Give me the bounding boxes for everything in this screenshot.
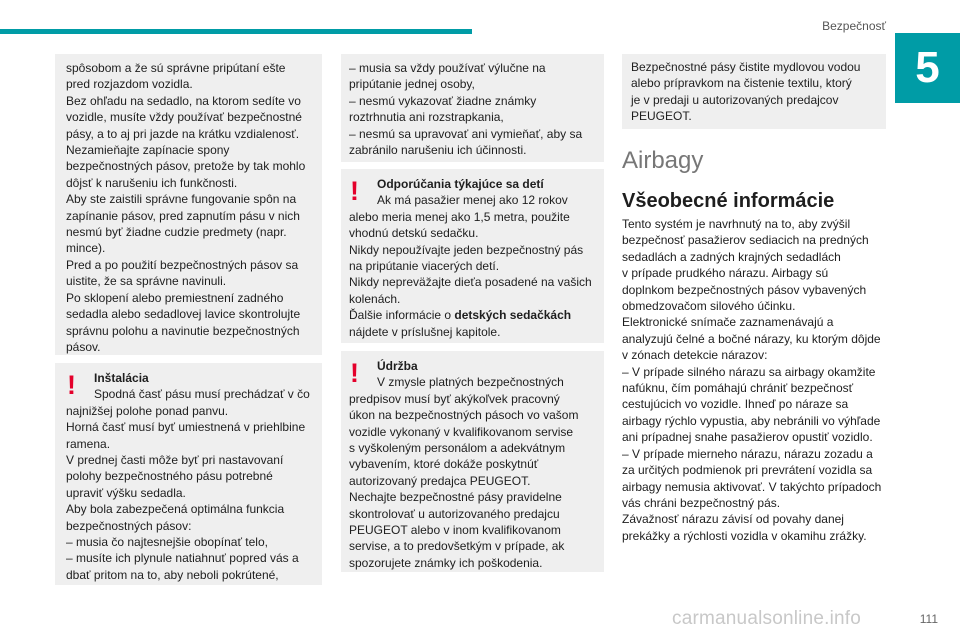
text-line: doplnkom bezpečnostných pásov vybavených [622,282,867,297]
text-line: upraviť výšku sedadla. [66,485,186,500]
text-line: úkon na bezpečnostných pásoch vo vašom [349,408,579,423]
text-line: uistite, že sa správne navinuli. [66,274,227,289]
text-line: Nikdy nepreväžajte dieťa posadené na vašich [349,275,592,290]
text-line: kolenách. [349,291,401,306]
text-line: sedadla alebo sedadlovej lavice skontrolujte [66,307,301,322]
children-recommendations-box [341,169,604,343]
text-line: polohy bezpečnostného pásu potrebné [66,469,273,484]
text-line: Horná časť musí byť umiestnená v priehlbine [66,420,306,435]
child-seats-reference-prefix: Ďalšie informácie o [349,308,455,323]
text-line: Aby bola zabezpečená optimálna funkcia [66,502,285,517]
text-line: – musia čo najtesnejšie obopínať telo, [66,535,268,550]
text-line: Nechajte bezpečnostné pásy pravidelne [349,490,562,505]
text-line: ani prípadnej snahe pasažierov opustiť vozidlo. [622,430,873,445]
installation-warning-box [55,363,322,585]
text-line: – nesmú sa upravovať ani vymieňať, aby sa [349,126,583,141]
text-line: je v predaji u autorizovaných predajcov [631,92,839,107]
text-line: – nesmú vykazovať žiadne známky [349,93,537,108]
text-line: ramena. [66,436,111,451]
maintenance-warning-box [341,351,604,572]
text-line: V prednej časti môže byť pri nastavovaní [66,453,284,468]
section-title: Bezpečnosť [822,19,886,33]
text-line: nafúknu, čím pomáhajú chrániť bezpečnosť [622,381,854,396]
children-recommendations-text [349,209,596,307]
text-line: sedadlách a zadných krajných sedadlách [622,249,841,264]
text-line: nesmú byť žiadne cudzie predmety (napr. [66,225,287,240]
installation-warning-text [66,403,311,583]
text-line: vozidle vykonaný v kvalifikovanom servise [349,424,574,439]
text-line: alebo meria menej ako 1,5 metra, použite [349,209,570,224]
text-line: Bez ohľadu na sedadlo, na ktorom sedíte vo [66,93,301,108]
text-line: predpisov musí byť akýkoľvek pracovný [349,391,560,406]
text-line: Nezamieňajte zapínacie spony [66,143,230,158]
page-number: 111 [919,612,938,626]
text-line: vozidle, musíte vždy používať bezpečnostné [66,110,302,125]
child-seats-reference [349,307,596,323]
text-line: Nikdy nepoužívajte jeden bezpečnostný pás [349,242,584,257]
text-line: vhodnú detskú sedačku. [349,226,479,241]
text-line: prekážky a rýchlosti vozidla v okamihu zrážky. [622,528,867,543]
text-line: za určitých podmienok pri prevrátení vozidla sa [622,463,873,478]
text-line: bezpečnosť pasažierov sediacich na predných [622,233,869,248]
text-line: zapínanie pásov, pred zapnutím pásu v nich [66,208,300,223]
maintenance-warning-title: Údržba [377,359,418,373]
child-seats-link-text: detských sedačkách [454,308,572,323]
children-recommendations-title: Odporúčania týkajúce sa detí [377,177,544,191]
text-line: spozorujete známky ich poškodenia. [349,555,543,570]
text-line: Bezpečnostné pásy čistite mydlovou vodou [631,60,861,74]
maintenance-warning-text [349,391,596,571]
text-line: s vyškoleným personálom a adekvátnym [349,441,566,456]
text-line: – musia sa vždy používať výlučne na [349,61,546,75]
chapter-number-tab: 5 [895,33,960,103]
text-line: airbagy rýchlo vypustia, aby nebránili vo výhľade [622,413,881,428]
text-line: zabránilo narušeniu ich účinnosti. [349,143,527,158]
text-line: správnu polohu a navinutie bezpečnostných [66,323,300,338]
text-line: spôsobom a že sú správne pripútaní ešte [66,61,286,75]
text-line: bezpečnostných pásov: [66,518,192,533]
airbags-heading: Airbagy [622,147,704,174]
header-accent-bar [0,29,472,34]
watermark-text: carmanualsonline.info [672,608,862,629]
text-line: pásov. [66,339,101,354]
text-line: vás chráni bezpečnostný pás. [622,495,781,510]
text-line: cestujúcich vo vozidle. Ihneď po náraze sa [622,397,849,412]
text-line: obmedzovačom silového účinku. [622,299,796,314]
text-line: bezpečnostných pásov, pretože by tak mohlo [66,159,306,174]
text-line: na pripútanie viacerých detí. [349,259,500,274]
seatbelt-conditions-box [341,54,604,162]
maintenance-warning-first-line: V zmysle platných bezpečnostných [377,375,564,390]
text-line: v zónach detekcie nárazov: [622,348,768,363]
text-line: pred rozjazdom vozidla. [66,77,193,92]
seatbelt-cleaning-text [631,59,877,125]
warning-exclamation-icon: ! [67,370,76,400]
text-line: pripútanie jednej osoby, [349,77,475,92]
text-line: PEUGEOT alebo v inom kvalifikovanom [349,523,561,538]
text-line: Závažnosť nárazu závisí od povahy danej [622,512,844,527]
text-line: servise, a to predovšetkým v prípade, ak [349,539,565,554]
text-line: skontrolovať u autorizovaného predajcu [349,506,560,521]
text-line: autorizovaný predajca PEUGEOT. [349,473,531,488]
text-line: pásy, a to aj pri jazde na krátku vzdialenosť. [66,126,300,141]
text-line: airbagy nemusia aktivovať. V takýchto prípadoch [622,479,882,494]
child-seats-reference-suffix: nájdete v príslušnej kapitole. [349,324,501,339]
text-line: alebo prípravkom na čistenie textilu, ktorý [631,76,852,91]
text-line: Tento systém je navrhnutý na to, aby zvýšil [622,217,851,231]
text-line: dbať pritom na to, aby neboli pokrútené, [66,567,279,582]
installation-warning-title: Inštalácia [94,371,149,385]
seatbelt-conditions-text [349,60,596,158]
text-line: Po sklopení alebo premiestnení zadného [66,290,284,305]
children-recommendations-first-line: Ak má pasažier menej ako 12 rokov [377,193,568,208]
text-line: analyzujú čelné a bočné nárazy, ku ktorým dôjde [622,331,881,346]
text-line: v prípade prudkého nárazu. Airbagy sú [622,266,829,281]
warning-exclamation-icon: ! [350,176,359,206]
text-line: Aby ste zaistili správne fungovanie spôn na [66,192,297,207]
text-line: dôjsť k narušeniu ich funkčnosti. [66,175,238,190]
warning-exclamation-icon: ! [350,358,359,388]
text-line: – musíte ich plynule natiahnuť popred vás a [66,551,299,566]
text-line: Pred a po použití bezpečnostných pásov sa [66,257,299,272]
general-information-heading: Všeobecné informácie [622,190,835,212]
text-line: mince). [66,241,106,256]
text-line: vybavením, ktoré dokáže poskytnúť [349,457,539,472]
seatbelt-cleaning-box [622,54,886,129]
text-line: PEUGEOT. [631,109,692,124]
seatbelt-usage-box [55,54,322,355]
airbags-general-text [622,216,890,544]
text-line: – V prípade silného nárazu sa airbagy okamžite [622,364,876,379]
seatbelt-usage-text [66,60,311,355]
installation-warning-first-line: Spodná časť pásu musí prechádzať v čo [94,387,310,402]
text-line: roztrhnutia ani rozstrapkania, [349,110,504,125]
text-line: Elektronické snímače zaznamenávajú a [622,315,834,330]
text-line: – V prípade mierneho nárazu, nárazu zozadu a [622,446,873,461]
text-line: najnižšej polohe ponad panvu. [66,403,229,418]
